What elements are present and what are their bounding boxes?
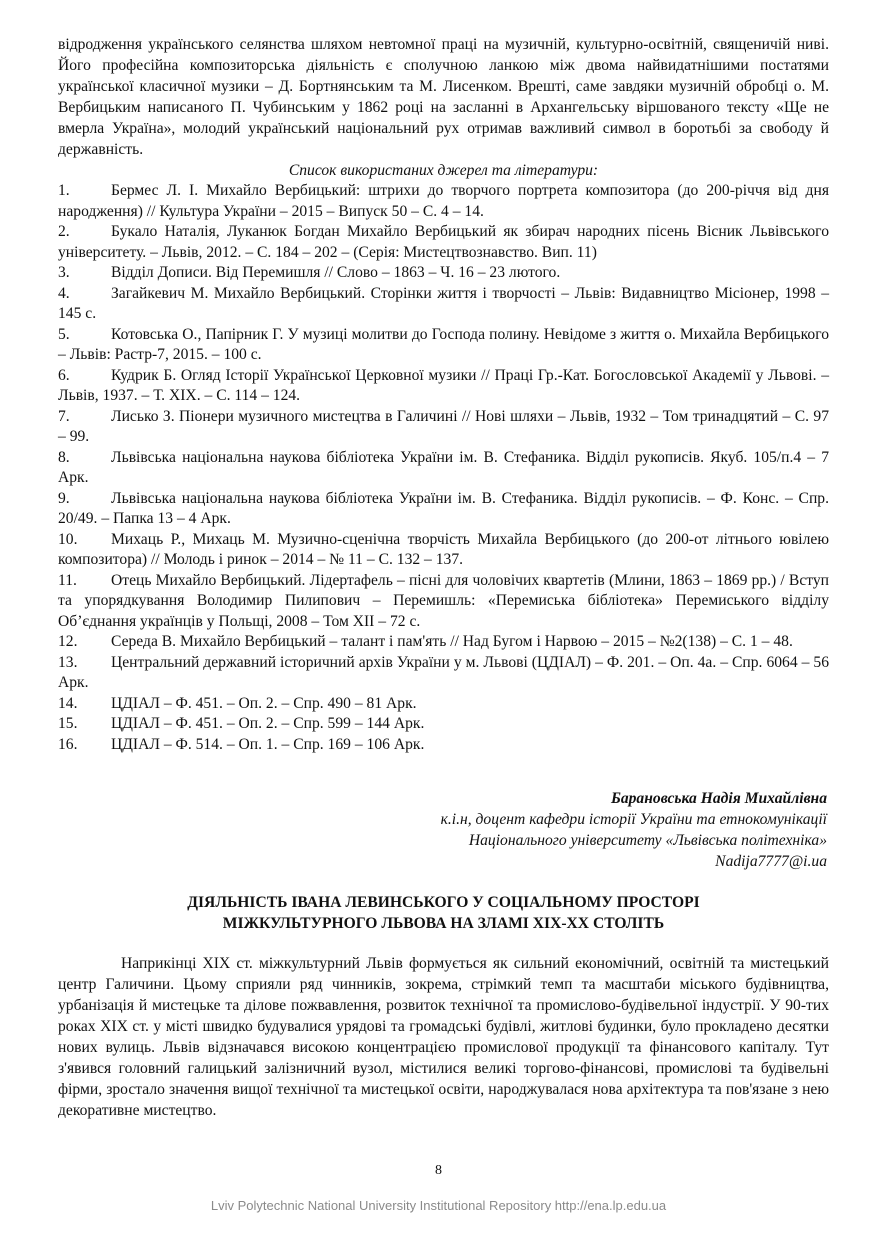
- body-paragraph: Наприкінці ХІХ ст. міжкультурний Львів формується як сильний економічний, освітній та мистецький центр Галичини. Цьому сприяли ряд чинників, зокрема, стрімкий темп та масштаби міського будівництва, урбанізація й мистецьке та ділове пожвавлення, розвиток технічної та промислово-будівельної індустрії. У 90-тих роках ХІХ ст. у місті швидко будувалися урядові та громадські будівлі, житлові будинки, було прокладено десятки нових вулиць. Львів відзначався високою концентрацією промислової продукції та фінансового капіталу. Тут з'явився головний галицький залізничний вузол, містилися великі торгово-фінансові, промислові та будівельні фірми, зростало значення вищої технічної та мистецької освіти, народжувалася нова архітектура та пов'язане з нею декоративне мистецтво.: [58, 955, 829, 1119]
- article-title-line: МІЖКУЛЬТУРНОГО ЛЬВОВА НА ЗЛАМІ ХІХ-ХХ СТОЛІТЬ: [222, 915, 665, 932]
- reference-item: 5. Котовська О., Папірник Г. У музиці молитви до Господа полину. Невідоме з життя о. Михайла Вербицького – Львів: Растр-7, 2015. – 100 с.: [58, 325, 829, 363]
- author-name: Барановська Надія Михайлівна: [610, 790, 827, 807]
- reference-item: 8. Львівська національна наукова бібліотека України ім. В. Стефаника. Відділ рукописів. Якуб. 105/п.4 – 7 Арк.: [58, 448, 829, 486]
- repository-footer: Lviv Polytechnic National University Institutional Repository http://ena.lp.edu.ua: [210, 1198, 667, 1213]
- reference-item: 3. Відділ Дописи. Від Перемишля // Слово – 1863 – Ч. 16 – 23 лютого.: [58, 264, 561, 281]
- reference-item: 13. Центральний державний історичний архів України у м. Львові (ЦДІАЛ) – Ф. 201. – Оп. 4а. – Спр. 6064 – 56 Арк.: [58, 653, 829, 691]
- references-title: Список використаних джерел та літератури:: [288, 162, 599, 179]
- reference-item: 10. Михаць Р., Михаць М. Музично-сценічна творчість Михайла Вербицького (до 200-от літнього ювілею композитора) // Молодь і ринок – 2014 – № 11 – С. 132 – 137.: [58, 530, 829, 568]
- author-block: [58, 788, 829, 872]
- intro-paragraph: відродження українського селянства шляхом невтомної праці на музичній, культурно-освітній, священичій ниві. Його професійна композиторська діяльність є сполучною ланкою між двома найвидатнішими постатями української класичної музики – Д. Бортнянським та М. Лисенком. Врешті, саме завдяки музичній обробці о. М. Вербицьким написаного П. Чубинським у 1862 році на засланні в Архангельську віршованого тексту «Ще не вмерла Україна», молодий український національний рух отримав важливий символ в боротьбі за свободу й державність.: [58, 36, 829, 158]
- reference-item: 2. Букало Наталія, Луканюк Богдан Михайло Вербицький як збирач народних пісень Вісник Львівського університету. – Львів, 2012. – С. 184 – 202 – (Серія: Мистецтвознавство. Вип. 11): [58, 223, 829, 261]
- article-title: [58, 892, 829, 934]
- reference-item: 16. ЦДІАЛ – Ф. 514. – Оп. 1. – Спр. 169 – 106 Арк.: [58, 735, 425, 753]
- page-content: [58, 34, 829, 1121]
- author-position: к.і.н, доцент кафедри історії України та етнокомунікації: [440, 811, 827, 828]
- reference-item: 15. ЦДІАЛ – Ф. 451. – Оп. 2. – Спр. 599 – 144 Арк.: [58, 715, 425, 732]
- reference-item: 1. Бермес Л. І. Михайло Вербицький: штрихи до творчого портрета композитора (до 200-річчя від дня народження) // Культура України – 2015 – Випуск 50 – С. 4 – 14.: [58, 182, 829, 220]
- author-university: Національного університету «Львівська політехніка»: [468, 832, 827, 849]
- reference-item: 7. Лисько З. Піонери музичного мистецтва в Галичині // Нові шляхи – Львів, 1932 – Том тринадцятий – С. 97 – 99.: [58, 407, 829, 445]
- page-number: 8: [435, 1163, 442, 1178]
- author-email: Nadija7777@i.ua: [715, 853, 827, 870]
- reference-item: 11. Отець Михайло Вербицький. Лідертафель – пісні для чоловічих квартетів (Млини, 1863 – 1869 рр.) / Вступ та упорядкування Володимир Пилипович – Перемишль: «Перемиська бібліотека» Перемиського відділу Об’єднання українців у Польщі, 2008 – Том XII – 72 с.: [58, 571, 829, 630]
- reference-item: 12. Середа В. Михайло Вербицький – талант і пам'ять // Над Бугом і Нарвою – 2015 – №2(138) – С. 1 – 48.: [58, 633, 793, 650]
- article-title-line: ДІЯЛЬНІСТЬ ІВАНА ЛЕВИНСЬКОГО У СОЦІАЛЬНОМУ ПРОСТОРІ: [187, 894, 700, 911]
- references-list: [58, 181, 829, 755]
- reference-item: 4. Загайкевич М. Михайло Вербицький. Сторінки життя і творчості – Львів: Видавництво Місіонер, 1998 – 145 с.: [58, 284, 829, 322]
- reference-item: 9. Львівська національна наукова бібліотека України ім. В. Стефаника. Відділ рукописів. – Ф. Конс. – Спр. 20/49. – Папка 13 – 4 Арк.: [58, 489, 829, 527]
- reference-item: 14. ЦДІАЛ – Ф. 451. – Оп. 2. – Спр. 490 – 81 Арк.: [58, 694, 417, 712]
- reference-item: 6. Кудрик Б. Огляд Історії Української Церковної музики // Праці Гр.-Кат. Богословської Академії у Львові. – Львів, 1937. – Т. ХІХ. – С. 114 – 124.: [58, 366, 829, 404]
